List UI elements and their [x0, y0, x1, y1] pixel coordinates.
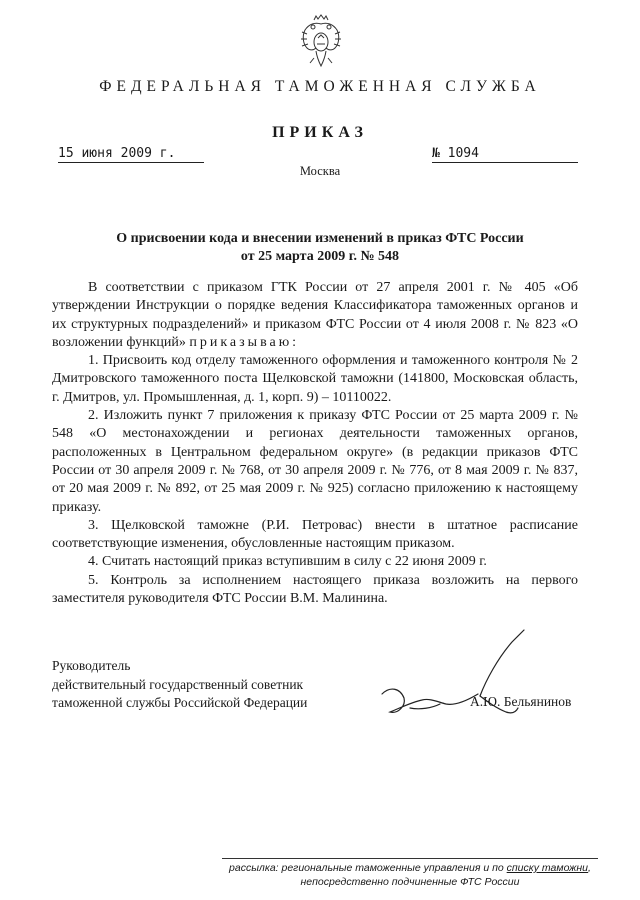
distribution-line-2: непосредственно подчиненные ФТС России [300, 876, 520, 888]
distribution-line-1 [222, 861, 598, 875]
order-date: 15 июня 2009 г. [58, 146, 204, 163]
preamble-verb: приказываю: [189, 334, 300, 350]
distribution-suffix: , [588, 862, 591, 874]
order-item-3: 3. Щелковской таможне (Р.И. Петровас) внести в штатное расписание соответствующие изменения, обусловленные настоящим приказом. [52, 517, 578, 552]
order-item-5: 5. Контроль за исполнением настоящего приказа возложить на первого заместителя руководителя ФТС России В.М. Малинина. [52, 572, 578, 607]
issue-city: Москва [299, 164, 341, 178]
distribution-list-link[interactable]: списку таможни [506, 862, 589, 874]
subject-line-1: О присвоении кода и внесении изменений в приказ ФТС России [116, 231, 524, 246]
distribution-prefix: рассылка: региональные таможенные управления и по [229, 862, 507, 874]
subject-line-2: от 25 марта 2009 г. № 548 [240, 249, 400, 264]
handwritten-signature [376, 628, 536, 738]
signatory-title-line-1: Руководитель [52, 658, 131, 673]
order-item-4: 4. Считать настоящий приказ вступившим в силу с 22 июня 2009 г. [88, 554, 487, 570]
distribution-note [222, 861, 598, 889]
document-type-heading: ПРИКАЗ [272, 124, 368, 141]
signatory-title-line-2: действительный государственный советник [52, 676, 304, 692]
preamble-text: В соответствии с приказом ГТК России от 27 апреля 2001 г. № 405 «Об утверждении Инструкции о порядке ведения Классификатора таможенных органов и их структурных подразделений» и приказом ФТС России от 4 июля 2008 г. № 823 «О возложении функций» [52, 280, 578, 350]
distribution-divider [222, 858, 598, 859]
order-number: № 1094 [432, 146, 578, 163]
preamble-paragraph [52, 279, 578, 352]
signatory-title-line-3: таможенной службы Российской Федерации [52, 695, 308, 710]
signatory-name: А.Ю. Бельянинов [470, 694, 572, 709]
signatory-title [52, 657, 307, 713]
agency-name: ФЕДЕРАЛЬНАЯ ТАМОЖЕННАЯ СЛУЖБА [99, 78, 541, 95]
order-item-2: 2. Изложить пункт 7 приложения к приказу ФТС России от 25 марта 2009 г. № 548 «О местонахождении и регионах деятельности таможенных органов, расположенных в Центральном федеральном округе» (в редакции приказов ФТС России от 30 апреля 2009 г. № 768, от 30 апреля 2009 г. № 776, от 8 мая 2009 г. № 837, от 20 мая 2009 г. № 892, от 25 мая 2009 г. № 925) согласно приложению к настоящему приказу. [52, 408, 578, 515]
order-item-1: 1. Присвоить код отделу таможенного оформления и таможенного контроля № 2 Дмитровского таможенного поста Щелковской таможни (141800, Московская область, г. Дмитров, ул. Промышленная, д. 1, корп. 9) – 10110022. [52, 353, 578, 405]
order-subject [40, 230, 600, 266]
order-body [52, 279, 578, 608]
russian-coat-of-arms-icon [299, 14, 343, 70]
